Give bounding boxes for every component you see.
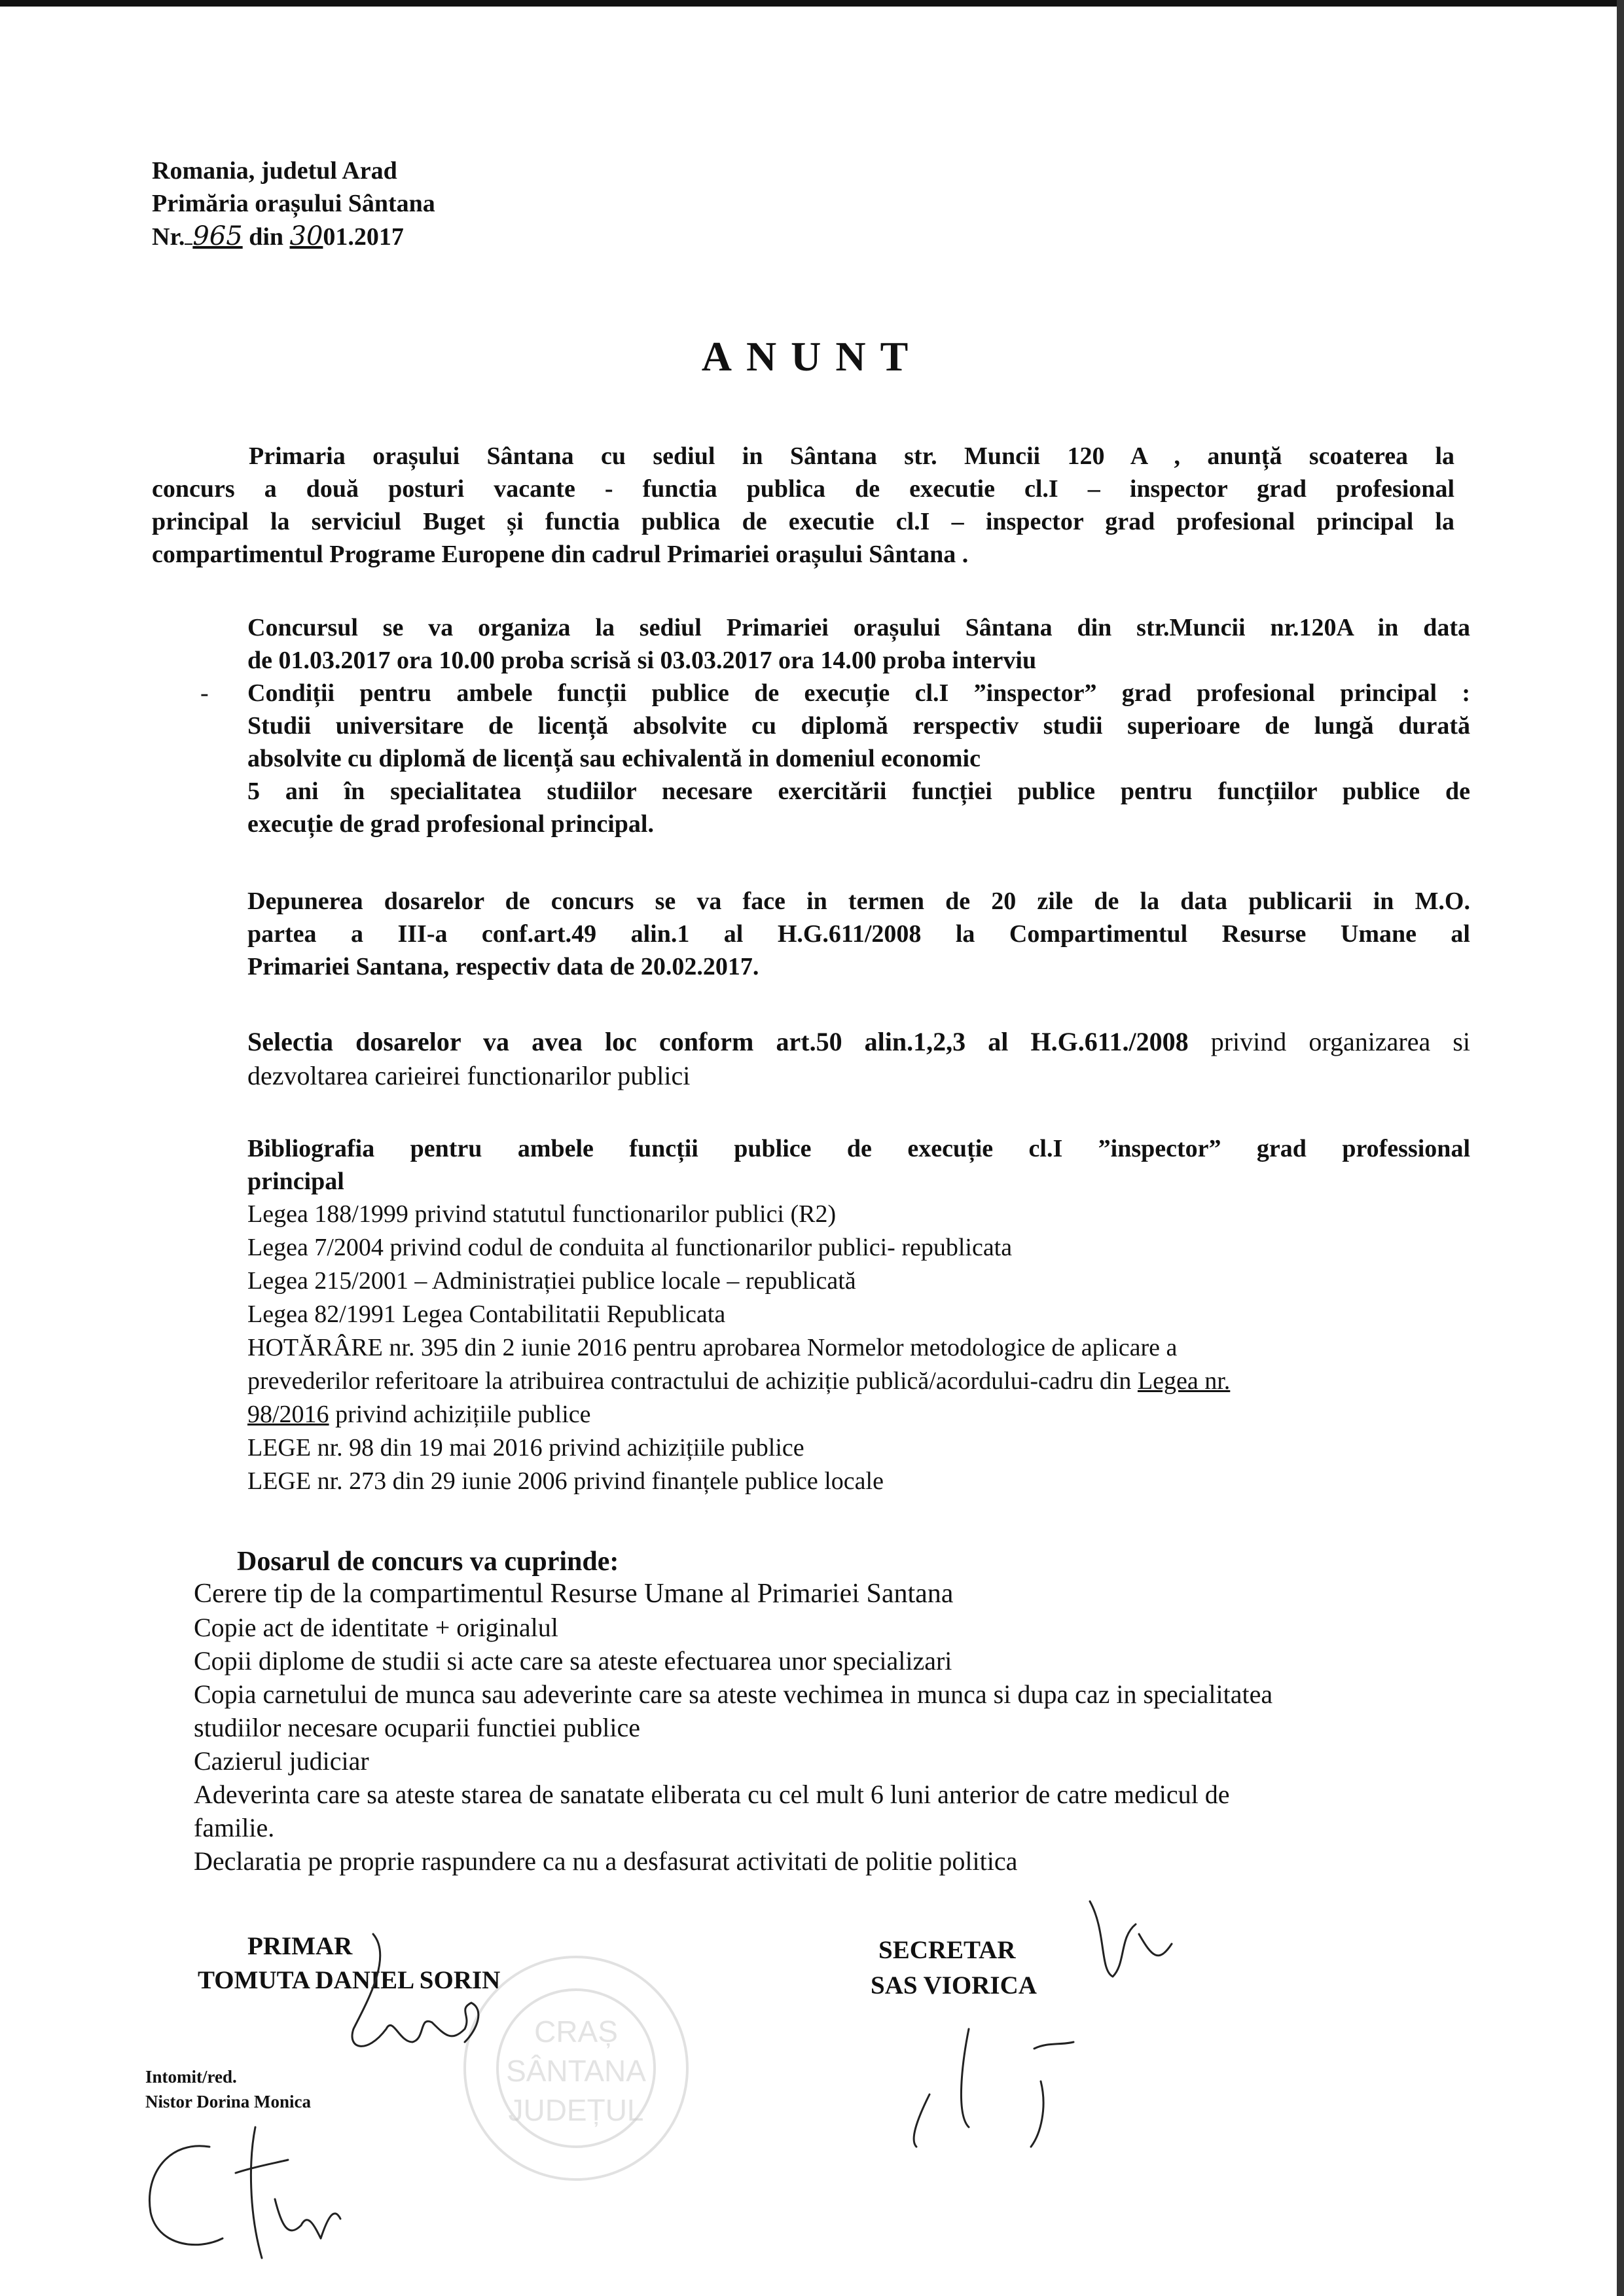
- bibliografia-heading-line: principal: [247, 1168, 344, 1195]
- nr-prefix: Nr.: [152, 223, 185, 251]
- law-link[interactable]: 98/2016: [247, 1401, 329, 1428]
- dosar-item: Copie act de identitate + originalul: [194, 1613, 558, 1642]
- dosar-item: Cerere tip de la compartimentul Resurse Umane al Primariei Santana: [194, 1579, 954, 1609]
- primar-title: PRIMAR: [247, 1932, 353, 1960]
- law-item: Legea 7/2004 privind codul de conduita al functionarilor publici- republicata: [247, 1234, 1013, 1261]
- intro-line: compartimentul Programe Europene din cadrul Primariei orașului Sântana .: [152, 541, 969, 568]
- stamp-text-line: CRAȘ: [534, 2015, 618, 2049]
- stamp-text-line: SÂNTANA: [506, 2054, 646, 2088]
- dosar-item: familie.: [194, 1813, 275, 1842]
- dosar-item: Adeverinta care sa ateste starea de sanatate eliberata cu cel mult 6 luni anterior de catre medicul de: [194, 1780, 1230, 1809]
- din-label: din: [249, 223, 284, 251]
- intocmit-label: Intomit/red.: [145, 2067, 237, 2087]
- conditions-line: absolvite cu diplomă de licență sau echivalentă in domeniul economic: [247, 745, 981, 772]
- day-value: 30: [289, 221, 323, 251]
- concurs-line: Concursul se va organiza la sediul Primariei orașului Sântana din str.Muncii nr.120A in data: [247, 614, 1470, 641]
- dosar-item: Copia carnetului de munca sau adeverinte care sa ateste vechimea in munca si dupa caz in specialitatea: [194, 1679, 1273, 1709]
- secretar-signature: [914, 1901, 1172, 2147]
- conditions-line: Studii universitare de licență absolvite cu diplomă rerspectiv studii superioare de lungă durată: [247, 712, 1470, 740]
- law-item: Legea 215/2001 – Administrației publice locale – republicată: [247, 1267, 856, 1295]
- depunere-line: Depunerea dosarelor de concurs se va face in termen de 20 zile de la data publicarii in M.O.: [247, 888, 1470, 915]
- document-title: ANUNT: [701, 333, 923, 380]
- dosar-item: Declaratia pe proprie raspundere ca nu a desfasurat activitati de politie politica: [194, 1846, 1018, 1876]
- law-item: HOTĂRÂRE nr. 395 din 2 iunie 2016 pentru aprobarea Normelor metodologice de aplicare a: [247, 1334, 1178, 1361]
- depunere-line: partea a III-a conf.art.49 alin.1 al H.G.611/2008 la Compartimentul Resurse Umane al: [247, 920, 1470, 948]
- secretar-title: SECRETAR: [878, 1936, 1016, 1964]
- conditions-dash: -: [200, 679, 209, 707]
- nr-value: 965: [192, 221, 243, 251]
- dosar-item: Cazierul judiciar: [194, 1746, 369, 1776]
- intocmit-signature: [149, 2127, 340, 2258]
- dosar-item: Copii diplome de studii si acte care sa ateste efectuarea unor specializari: [194, 1646, 952, 1676]
- selectia-line: dezvoltarea carieirei functionarilor publici: [247, 1061, 691, 1090]
- conditions-line: execuție de grad profesional principal.: [247, 810, 654, 838]
- law-item: Legea 188/1999 privind statutul functionarilor publici (R2): [247, 1200, 837, 1228]
- header-line-townhall: Primăria orașului Sântana: [152, 190, 435, 217]
- depunere-line: Primariei Santana, respectiv data de 20.02.2017.: [247, 953, 759, 980]
- primar-name: TOMUTA DANIEL SORIN: [198, 1966, 501, 1994]
- bibliografia-heading-line: Bibliografia pentru ambele funcții publice de execuție cl.I ”inspector” grad professional: [247, 1135, 1470, 1162]
- conditions-line: Condiții pentru ambele funcții publice de execuție cl.I ”inspector” grad profesional principal :: [247, 679, 1470, 707]
- law-item-text: prevederilor referitoare la atribuirea contractului de achiziție publică/acordului-cadru din: [247, 1367, 1132, 1395]
- conditions-line: 5 ani în specialitatea studiilor necesare exercitării funcției publice pentru funcțiilor publice de: [247, 778, 1470, 805]
- dosar-item: studiilor necesare ocuparii functiei publice: [194, 1713, 640, 1742]
- selectia-bold: Selectia dosarelor va avea loc conform art.50 alin.1,2,3 al H.G.611./2008: [247, 1027, 1189, 1056]
- intocmit-name: Nistor Dorina Monica: [145, 2092, 311, 2111]
- intro-line: concurs a două posturi vacante - functia publica de executie cl.I – inspector grad profesional: [152, 475, 1454, 503]
- law-item: Legea 82/1991 Legea Contabilitatii Republicata: [247, 1300, 726, 1328]
- law-link[interactable]: Legea nr.: [1137, 1367, 1231, 1395]
- dosar-heading: Dosarul de concurs va cuprinde:: [237, 1547, 619, 1577]
- intro-line: principal la serviciul Buget și functia publica de executie cl.I – inspector grad profesional principal la: [152, 508, 1454, 535]
- law-item: LEGE nr. 98 din 19 mai 2016 privind achizițiile publice: [247, 1434, 804, 1462]
- stamp-text-line: JUDEȚUL: [508, 2093, 644, 2127]
- date-suffix: 01.2017: [323, 223, 404, 251]
- law-item: LEGE nr. 273 din 29 iunie 2006 privind finanțele publice locale: [247, 1467, 884, 1495]
- primar-signature: [352, 1934, 478, 2046]
- law-item-text: privind achizițiile publice: [329, 1401, 591, 1428]
- header-line-county: Romania, judetul Arad: [152, 157, 397, 185]
- concurs-line: de 01.03.2017 ora 10.00 proba scrisă si 03.03.2017 ora 14.00 proba interviu: [247, 647, 1037, 674]
- secretar-name: SAS VIORICA: [871, 1971, 1037, 2000]
- selectia-rest: privind organizarea si: [1188, 1027, 1470, 1056]
- intro-line: Primaria orașului Sântana cu sediul in Sântana str. Muncii 120 A , anunță scoaterea la: [249, 442, 1454, 470]
